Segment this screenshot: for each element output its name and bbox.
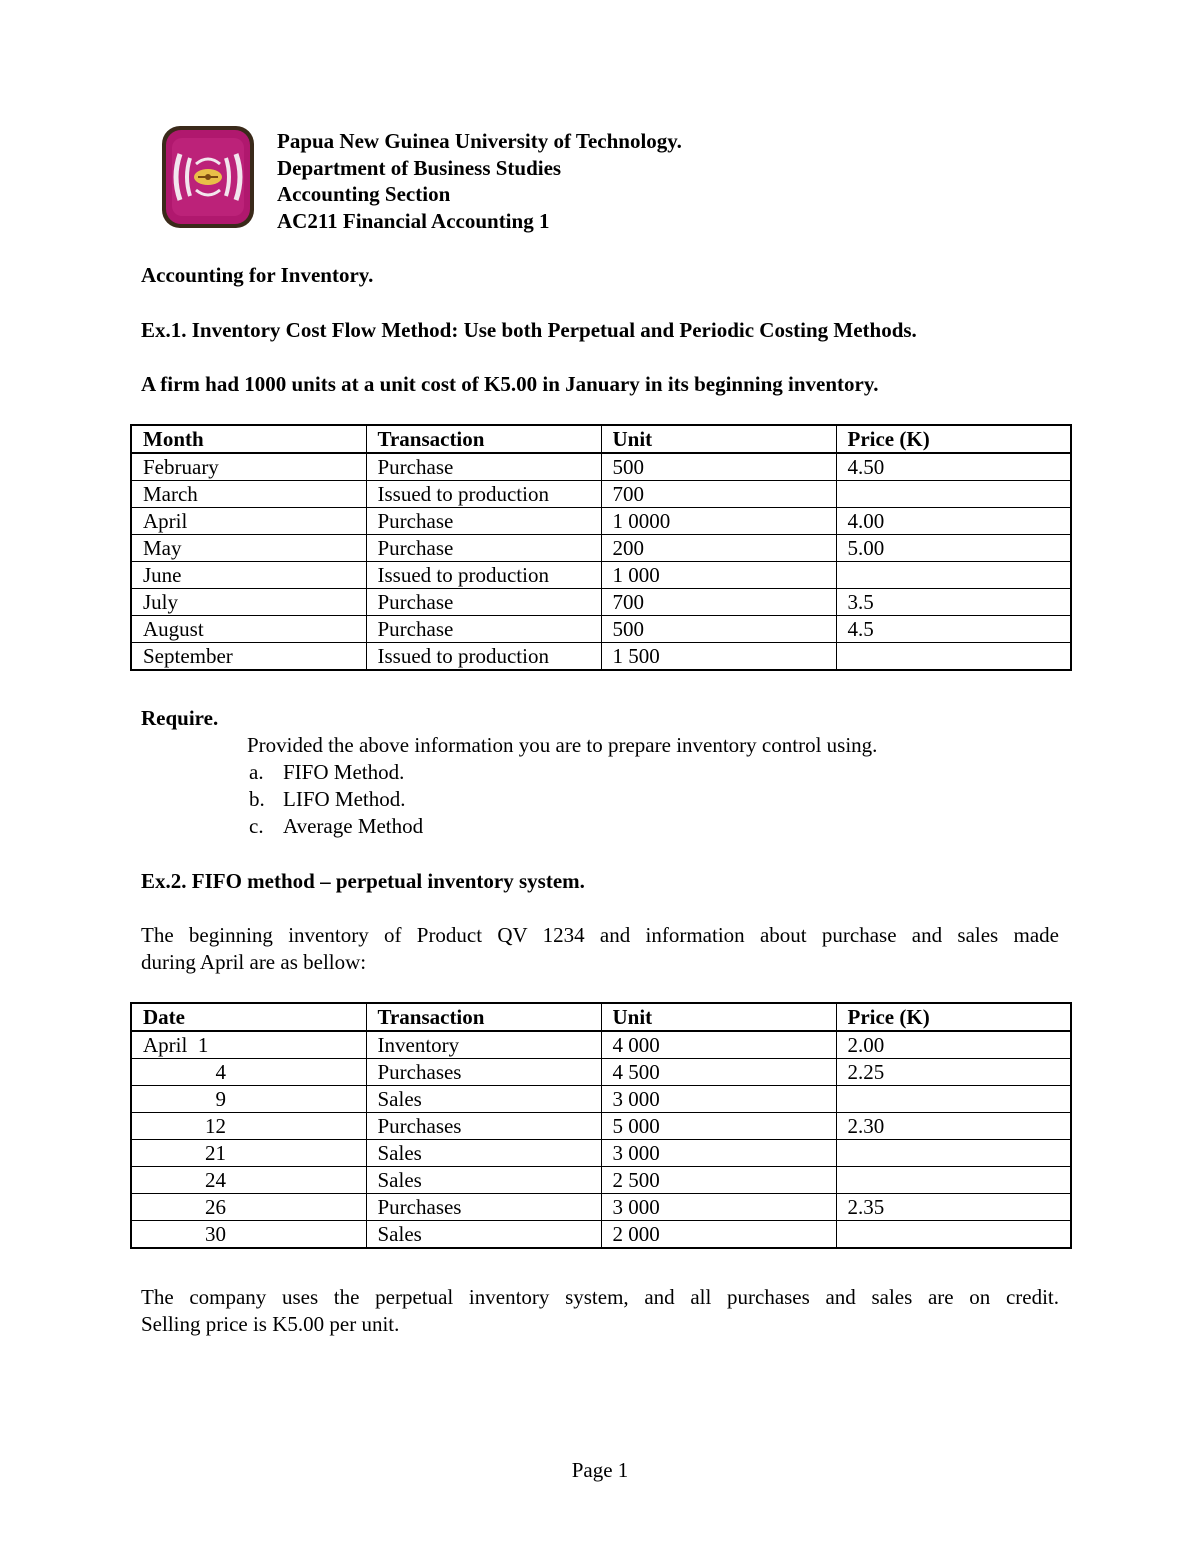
require-label: Require.	[141, 706, 219, 730]
transaction-cell: Sales	[366, 1221, 601, 1249]
table-row	[131, 481, 1071, 508]
month-cell: March	[131, 481, 366, 508]
transaction-cell: Issued to production	[366, 481, 601, 508]
university-name: Papua New Guinea University of Technology.	[277, 129, 682, 153]
ex2-intro-line: during April are as bellow:	[141, 950, 367, 974]
transaction-cell: Purchases	[366, 1113, 601, 1140]
require-text: Provided the above information you are to prepare inventory control using.	[247, 733, 878, 757]
price-cell	[836, 643, 1071, 671]
price-cell: 2.35	[836, 1194, 1071, 1221]
transaction-cell: Sales	[366, 1167, 601, 1194]
column-header: Month	[131, 425, 366, 453]
day-number: 4	[215, 1060, 226, 1084]
month-cell: August	[131, 616, 366, 643]
list-marker: b.	[249, 787, 265, 811]
unit-cell: 1 0000	[601, 508, 836, 535]
list-item	[249, 787, 406, 812]
day-number: 24	[205, 1168, 226, 1192]
month-cell: September	[131, 643, 366, 671]
price-cell: 4.00	[836, 508, 1071, 535]
day-number: 21	[205, 1141, 226, 1165]
price-cell: 5.00	[836, 535, 1071, 562]
unit-cell: 700	[601, 589, 836, 616]
page-number: Page 1	[571, 1458, 629, 1482]
transaction-cell: Sales	[366, 1140, 601, 1167]
price-cell: 2.25	[836, 1059, 1071, 1086]
list-item-text: Average Method	[283, 814, 424, 838]
unit-cell: 2 500	[601, 1167, 836, 1194]
day-number: 26	[205, 1195, 226, 1219]
date-cell	[131, 1167, 366, 1194]
transaction-cell: Purchases	[366, 1059, 601, 1086]
unit-cell: 700	[601, 481, 836, 508]
unit-cell: 1 500	[601, 643, 836, 671]
month-cell: July	[131, 589, 366, 616]
transaction-cell: Purchase	[366, 535, 601, 562]
date-cell	[131, 1059, 366, 1086]
course-name: AC211 Financial Accounting 1	[277, 208, 550, 233]
month-cell: June	[131, 562, 366, 589]
date-cell	[131, 1140, 366, 1167]
date-cell	[131, 1221, 366, 1249]
transaction-cell: Purchase	[366, 616, 601, 643]
transaction-cell: Purchase	[366, 508, 601, 535]
ex1-title: Ex.1. Inventory Cost Flow Method: Use both Perpetual and Periodic Costing Methods.	[141, 318, 917, 342]
ex2-closing-line: The company uses the perpetual inventory system, and all purchases and sales are on credit.	[141, 1285, 1059, 1309]
table-row	[131, 1031, 1071, 1059]
list-item-text: LIFO Method.	[283, 787, 406, 811]
table-row	[131, 508, 1071, 535]
ex2-intro-line: The beginning inventory of Product QV 1234 and information about purchase and sales made	[141, 923, 1059, 947]
ex2-table	[130, 1002, 1072, 1249]
ex2-closing	[141, 1284, 1059, 1338]
price-cell	[836, 1140, 1071, 1167]
day-number: 30	[205, 1222, 226, 1246]
table-row	[131, 535, 1071, 562]
date-cell	[131, 1113, 366, 1140]
unit-cell: 5 000	[601, 1113, 836, 1140]
table-row	[131, 453, 1071, 481]
month-cell: February	[131, 453, 366, 481]
list-item-text: FIFO Method.	[283, 760, 405, 784]
ex2-title: Ex.2. FIFO method – perpetual inventory system.	[141, 869, 585, 893]
unit-cell: 4 000	[601, 1031, 836, 1059]
column-header: Unit	[601, 425, 836, 453]
page-title: Accounting for Inventory.	[141, 263, 374, 287]
table-row	[131, 1113, 1071, 1140]
unit-cell: 200	[601, 535, 836, 562]
unit-cell: 500	[601, 616, 836, 643]
day-number: 9	[215, 1087, 226, 1111]
ex2-closing-line: Selling price is K5.00 per unit.	[141, 1312, 400, 1336]
price-cell	[836, 1086, 1071, 1113]
institution-info	[277, 128, 877, 234]
unit-cell: 4 500	[601, 1059, 836, 1086]
list-marker: a.	[249, 760, 264, 784]
table-row	[131, 562, 1071, 589]
table-row	[131, 1167, 1071, 1194]
unit-cell: 3 000	[601, 1086, 836, 1113]
university-crest-icon	[160, 124, 256, 230]
price-cell: 4.5	[836, 616, 1071, 643]
price-cell	[836, 1167, 1071, 1194]
column-header: Date	[131, 1003, 366, 1031]
table-row	[131, 589, 1071, 616]
price-cell: 2.30	[836, 1113, 1071, 1140]
column-header: Transaction	[366, 1003, 601, 1031]
date-cell	[131, 1194, 366, 1221]
transaction-cell: Sales	[366, 1086, 601, 1113]
table-header-row	[131, 1003, 1071, 1031]
price-cell	[836, 481, 1071, 508]
list-marker: c.	[249, 814, 264, 838]
unit-cell: 3 000	[601, 1194, 836, 1221]
price-cell: 2.00	[836, 1031, 1071, 1059]
department-name: Department of Business Studies	[277, 155, 562, 180]
date-cell: April 1	[131, 1031, 366, 1059]
table-row	[131, 643, 1071, 671]
transaction-cell: Issued to production	[366, 562, 601, 589]
date-cell	[131, 1086, 366, 1113]
table-row	[131, 1086, 1071, 1113]
month-cell: May	[131, 535, 366, 562]
table-row	[131, 1221, 1071, 1249]
table-row	[131, 1194, 1071, 1221]
column-header: Transaction	[366, 425, 601, 453]
transaction-cell: Purchases	[366, 1194, 601, 1221]
price-cell: 4.50	[836, 453, 1071, 481]
unit-cell: 500	[601, 453, 836, 481]
table-row	[131, 1140, 1071, 1167]
ex1-intro: A firm had 1000 units at a unit cost of K5.00 in January in its beginning inventory.	[141, 372, 879, 396]
column-header: Price (K)	[836, 425, 1071, 453]
ex2-intro	[141, 922, 1059, 976]
day-number: 12	[205, 1114, 226, 1138]
unit-cell: 2 000	[601, 1221, 836, 1249]
price-cell: 3.5	[836, 589, 1071, 616]
ex1-table	[130, 424, 1072, 671]
transaction-cell: Purchase	[366, 453, 601, 481]
list-item	[249, 814, 423, 839]
column-header: Price (K)	[836, 1003, 1071, 1031]
column-header: Unit	[601, 1003, 836, 1031]
transaction-cell: Purchase	[366, 589, 601, 616]
month-cell: April	[131, 508, 366, 535]
transaction-cell: Issued to production	[366, 643, 601, 671]
price-cell	[836, 1221, 1071, 1249]
table-row	[131, 1059, 1071, 1086]
section-name: Accounting Section	[277, 182, 451, 206]
unit-cell: 1 000	[601, 562, 836, 589]
transaction-cell: Inventory	[366, 1031, 601, 1059]
table-header-row	[131, 425, 1071, 453]
price-cell	[836, 562, 1071, 589]
table-row	[131, 616, 1071, 643]
list-item	[249, 760, 404, 785]
unit-cell: 3 000	[601, 1140, 836, 1167]
